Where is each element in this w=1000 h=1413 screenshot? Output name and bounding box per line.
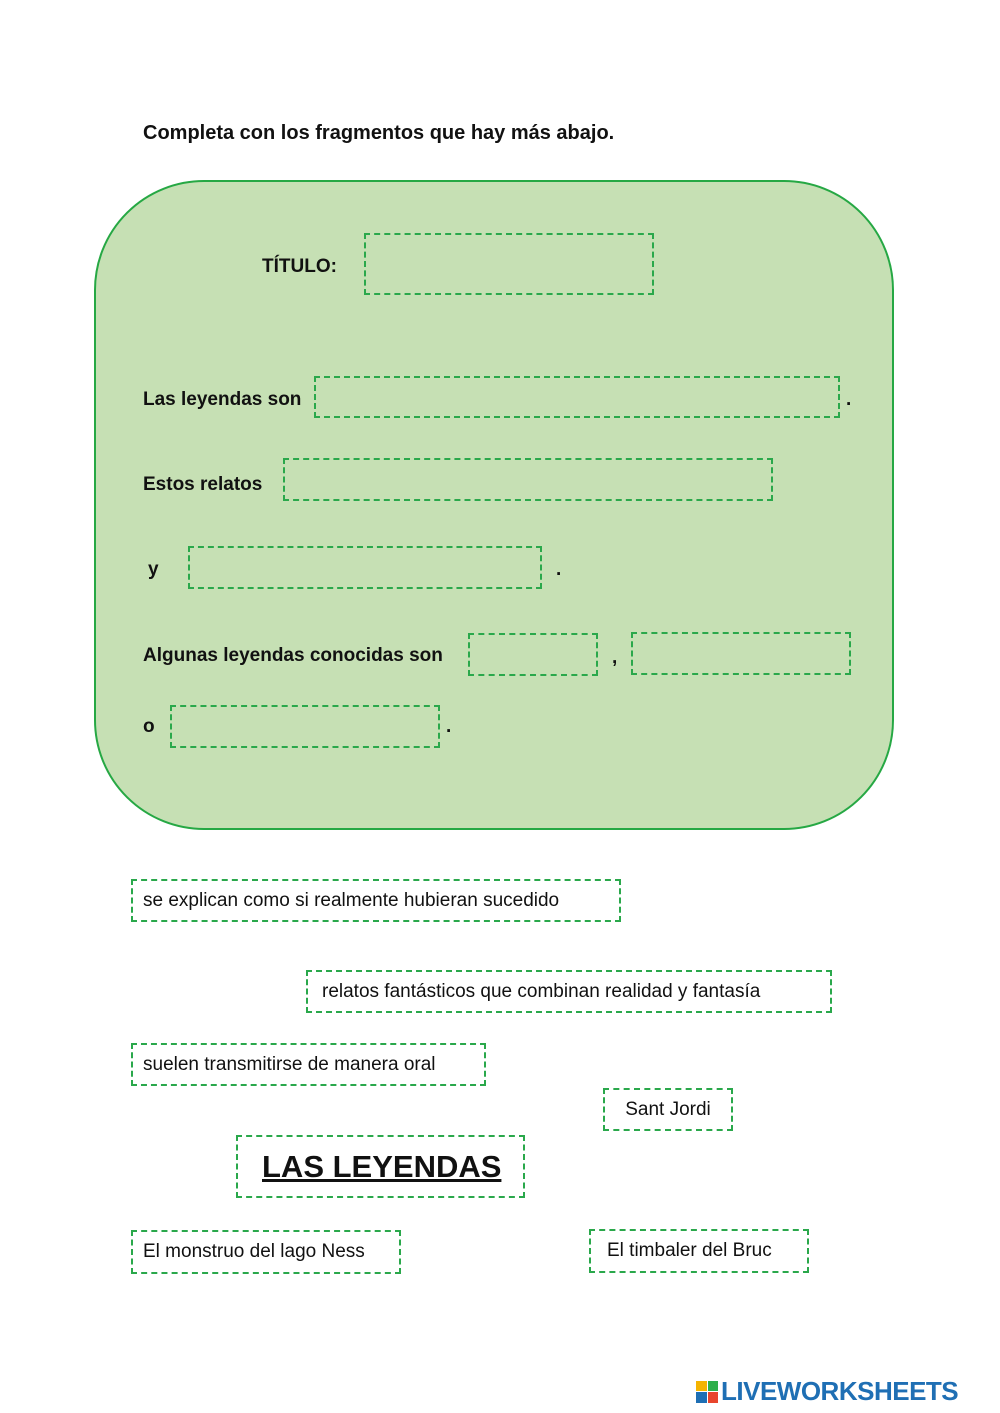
line1-period: . xyxy=(846,389,852,410)
line1-drop-zone[interactable] xyxy=(314,376,840,418)
title-drop-zone[interactable] xyxy=(364,233,654,295)
line3-period: . xyxy=(556,559,562,580)
line2-drop-zone[interactable] xyxy=(283,458,773,501)
fragment-oral[interactable]: suelen transmitirse de manera oral xyxy=(131,1043,486,1086)
fragment-bruc[interactable]: El timbaler del Bruc xyxy=(589,1229,809,1273)
logo-text: LIVEWORKSHEETS xyxy=(721,1376,959,1406)
line3-drop-zone[interactable] xyxy=(188,546,542,589)
line2-label: Estos relatos xyxy=(143,474,263,495)
fragment-explain[interactable]: se explican como si realmente hubieran sucedido xyxy=(131,879,621,922)
fragment-title[interactable]: LAS LEYENDAS xyxy=(236,1135,525,1198)
fragment-ness[interactable]: El monstruo del lago Ness xyxy=(131,1230,401,1274)
liveworksheets-logo xyxy=(696,1376,958,1407)
line4-drop-zone-2[interactable] xyxy=(631,632,851,675)
logo-icon xyxy=(696,1381,718,1403)
line4-label: Algunas leyendas conocidas son xyxy=(143,645,443,666)
line4-drop-zone-1[interactable] xyxy=(468,633,598,676)
instruction-text: Completa con los fragmentos que hay más abajo. xyxy=(143,122,615,144)
line5-drop-zone[interactable] xyxy=(170,705,440,748)
line1-label: Las leyendas son xyxy=(143,389,302,410)
title-label: TÍTULO: xyxy=(262,256,337,277)
fragment-fantastic[interactable]: relatos fantásticos que combinan realidad y fantasía xyxy=(306,970,832,1013)
fragment-sant-jordi[interactable]: Sant Jordi xyxy=(603,1088,733,1131)
line3-label: y xyxy=(148,559,159,580)
line5-label: o xyxy=(143,716,155,737)
line5-period: . xyxy=(446,716,452,737)
line4-comma: , xyxy=(612,647,618,668)
